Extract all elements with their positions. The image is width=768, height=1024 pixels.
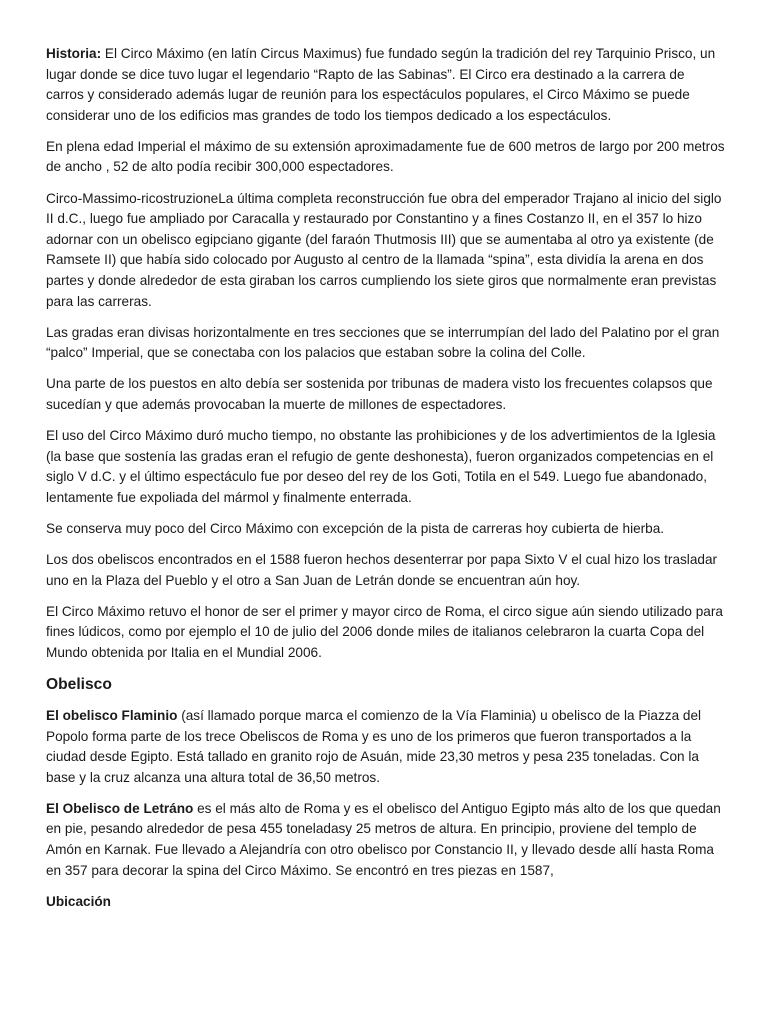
historia-paragraph bbox=[46, 44, 726, 126]
flaminio-text: (así llamado porque marca el comienzo de la Vía Flaminia) u obelisco de la Piazza del Popolo forma parte de los trece Obeliscos de Roma y es uno de los primeros que fueron transportados a la ciudad desde Egipto. Está tallado en granito rojo de Asuán, mide 23,30 metros y pesa 235 toneladas. Con la base y la cruz alcanza una altura total de 36,50 metros. bbox=[46, 707, 702, 785]
ubicacion-heading: Ubicación bbox=[46, 893, 111, 909]
historia-label: Historia: bbox=[46, 46, 102, 61]
paragraph-gradas: Las gradas eran divisas horizontalmente en tres secciones que se interrumpían del lado del Palatino por el gran “palco” Imperial, que se conectaba con los palacios que estaban sobre la colina del Colle. bbox=[46, 324, 720, 361]
letrano-label: El Obelisco de Letráno bbox=[46, 800, 194, 816]
flaminio-label: El obelisco Flaminio bbox=[46, 707, 178, 723]
paragraph-copa-mundo: El Circo Máximo retuvo el honor de ser el primer y mayor circo de Roma, el circo sigue aún siendo utilizado para fines lúdicos, como por ejemplo el 10 de julio del 2006 donde miles de italianos celebraron la cuarta Copa del Mundo obtenida por Italia en el Mundial 2006. bbox=[46, 603, 723, 660]
letrano-paragraph bbox=[46, 799, 726, 881]
paragraph-puestos: Una parte de los puestos en alto debía ser sostenida por tribunas de madera visto los frecuentes colapsos que sucedían y que además provocaban la muerte de millones de espectadores. bbox=[46, 376, 713, 412]
letrano-text: es el más alto de Roma y es el obelisco del Antiguo Egipto más alto de los que quedan en pie, pesando alrededor de pesa 455 toneladasy 25 metros de altura. En principio, proviene del templo de Amón en Karnak. Fue llevado a Alejandría con otro obelisco por Constancio II, y llevado desde allí hasta Roma en 357 para decorar la spina del Circo Máximo. Se encontró en tres piezas en 1587, bbox=[46, 800, 721, 878]
historia-text: El Circo Máximo (en latín Circus Maximus) fue fundado según la tradición del rey Tarquinio Prisco, un lugar donde se dice tuvo lugar el legendario “Rapto de las Sabinas”. El Circo era destinado a la carrera de carros y considerado además lugar de reunión para los espectáculos populares, el Circo Máximo se puede considerar uno de los edificios mas grandes de todo los tiempos dedicado a los espectáculos. bbox=[46, 46, 716, 123]
paragraph-obeliscos-encontrados: Los dos obeliscos encontrados en el 1588 fueron hechos desenterrar por papa Sixto V el cual hizo los trasladar uno en la Plaza del Pueblo y el otro a San Juan de Letrán donde se encuentran aún hoy. bbox=[46, 551, 718, 588]
flaminio-paragraph bbox=[46, 706, 726, 788]
document-page bbox=[46, 44, 726, 912]
paragraph-conserva: Se conserva muy poco del Circo Máximo con excepción de la pista de carreras hoy cubierta de hierba. bbox=[46, 520, 665, 536]
paragraph-uso: El uso del Circo Máximo duró mucho tiempo, no obstante las prohibiciones y de los advertimientos de la Iglesia (la base que sostenía las gradas eran el refugio de gente deshonesta), fueron organizados competencias en el siglo V d.C. y el último espectáculo fue por deseo del rey de los Goti, Totila en el 549. Luego fue abandonado, lentamente fue expoliada del mármol y finalmente enterrada. bbox=[46, 428, 716, 505]
paragraph-reconstruccion: Circo-Massimo-ricostruzioneLa última completa reconstrucción fue obra del emperador Trajano al inicio del siglo II d.C., luego fue ampliado por Caracalla y restaurado por Constantino y a fines Costanzo II, en el 357 lo hizo adornar con un obelisco egipciano gigante (del faraón Thutmosis III) que se aumentaba al otro ya existente (de Ramsete II) que había sido colocado por Augusto al centro de la llamada “spina”, esta dividía la arena en dos partes y donde alrededor de esta giraban los carros cumpliendo los siete giros que normalmente eran previstas para las carreras. bbox=[46, 190, 722, 309]
obelisco-heading: Obelisco bbox=[46, 675, 112, 693]
paragraph-extension: En plena edad Imperial el máximo de su extensión aproximadamente fue de 600 metros de largo por 200 metros de ancho , 52 de alto podía recibir 300,000 espectadores. bbox=[46, 138, 725, 175]
